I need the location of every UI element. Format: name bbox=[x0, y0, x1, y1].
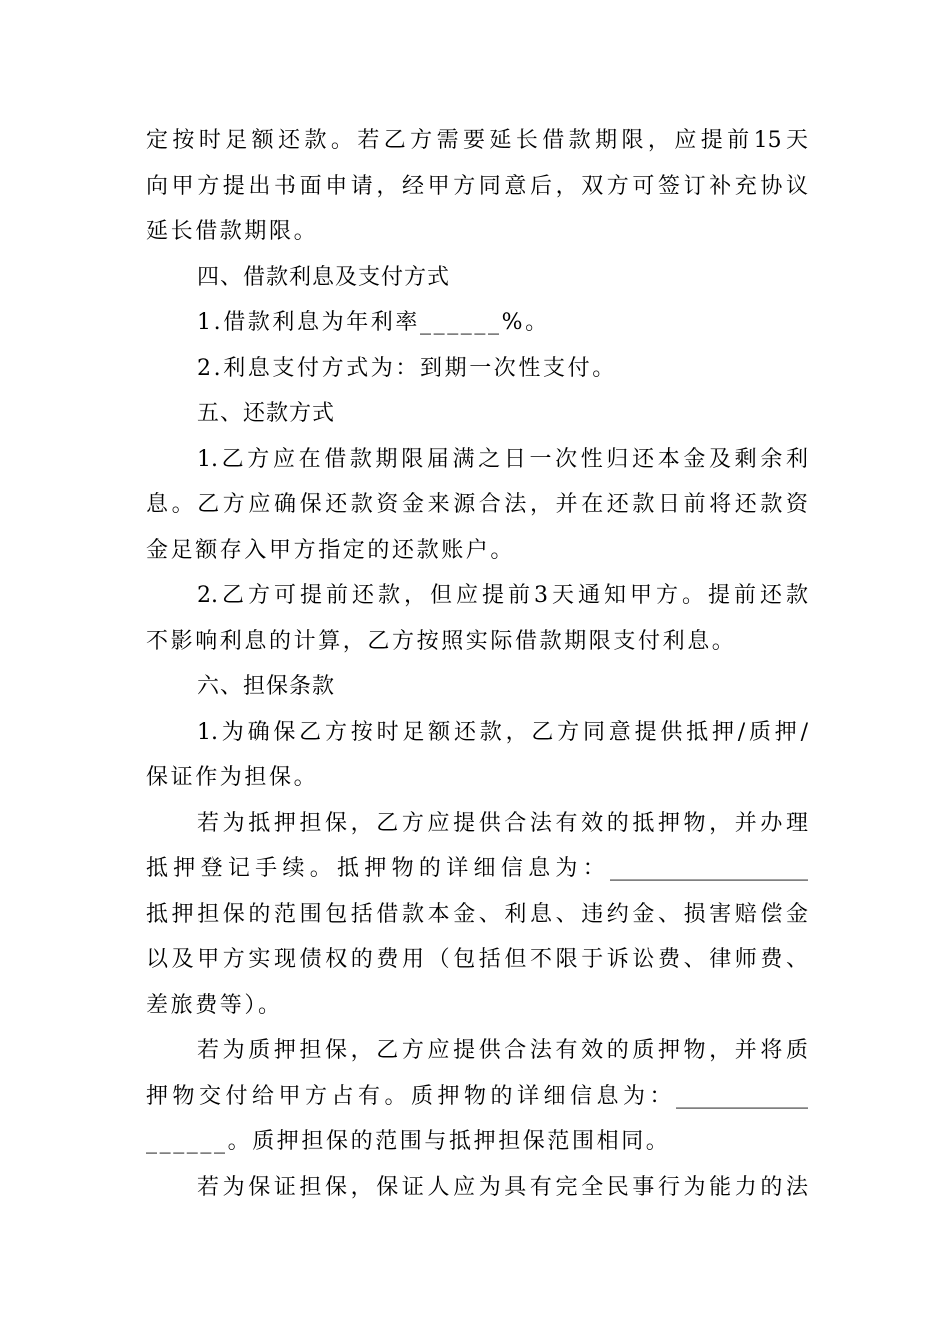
paragraph-line: 若为保证担保，保证人应为具有完全民事行为能力的法 bbox=[197, 1174, 808, 1200]
paragraph-line: 1.乙方应在借款期限届满之日一次性归还本金及剩余利 bbox=[197, 446, 808, 472]
paragraph-line: 押物交付给甲方占有。质押物的详细信息为：____________ bbox=[146, 1083, 808, 1109]
paragraph-line: 定按时足额还款。若乙方需要延长借款期限，应提前15天 bbox=[146, 128, 808, 153]
paragraph-line: 抵押担保的范围包括借款本金、利息、违约金、损害赔偿金 bbox=[146, 901, 808, 927]
section-heading: 五、还款方式 bbox=[197, 401, 336, 426]
paragraph-line: 抵押登记手续。抵押物的详细信息为：__________________ bbox=[146, 856, 808, 881]
paragraph-line: 若为抵押担保，乙方应提供合法有效的抵押物，并办理 bbox=[197, 810, 808, 836]
paragraph-line: 保证作为担保。 bbox=[146, 765, 319, 790]
paragraph-line: 向甲方提出书面申请，经甲方同意后，双方可签订补充协议 bbox=[146, 173, 808, 199]
paragraph-line: 1.为确保乙方按时足额还款，乙方同意提供抵押/质押/ bbox=[197, 719, 808, 745]
paragraph-line: 息。乙方应确保还款资金来源合法，并在还款日前将还款资 bbox=[146, 492, 808, 517]
paragraph-line: ______。质押担保的范围与抵押担保范围相同。 bbox=[146, 1129, 671, 1154]
paragraph-line: 若为质押担保，乙方应提供合法有效的质押物，并将质 bbox=[197, 1038, 808, 1063]
paragraph-line: 1.借款利息为年利率______%。 bbox=[197, 310, 550, 335]
paragraph-line: 延长借款期限。 bbox=[146, 219, 319, 244]
section-heading: 六、担保条款 bbox=[197, 674, 336, 699]
paragraph-line: 金足额存入甲方指定的还款账户。 bbox=[146, 537, 516, 563]
paragraph-line: 差旅费等）。 bbox=[146, 992, 283, 1018]
paragraph-line: 不影响利息的计算，乙方按照实际借款期限支付利息。 bbox=[146, 628, 737, 654]
section-heading: 四、借款利息及支付方式 bbox=[197, 264, 451, 290]
document-body bbox=[146, 118, 808, 1210]
paragraph-line: 2.乙方可提前还款，但应提前3天通知甲方。提前还款 bbox=[197, 583, 808, 608]
paragraph-line: 2.利息支付方式为：到期一次性支付。 bbox=[197, 355, 617, 381]
paragraph-line: 以及甲方实现债权的费用（包括但不限于诉讼费、律师费、 bbox=[146, 947, 808, 972]
